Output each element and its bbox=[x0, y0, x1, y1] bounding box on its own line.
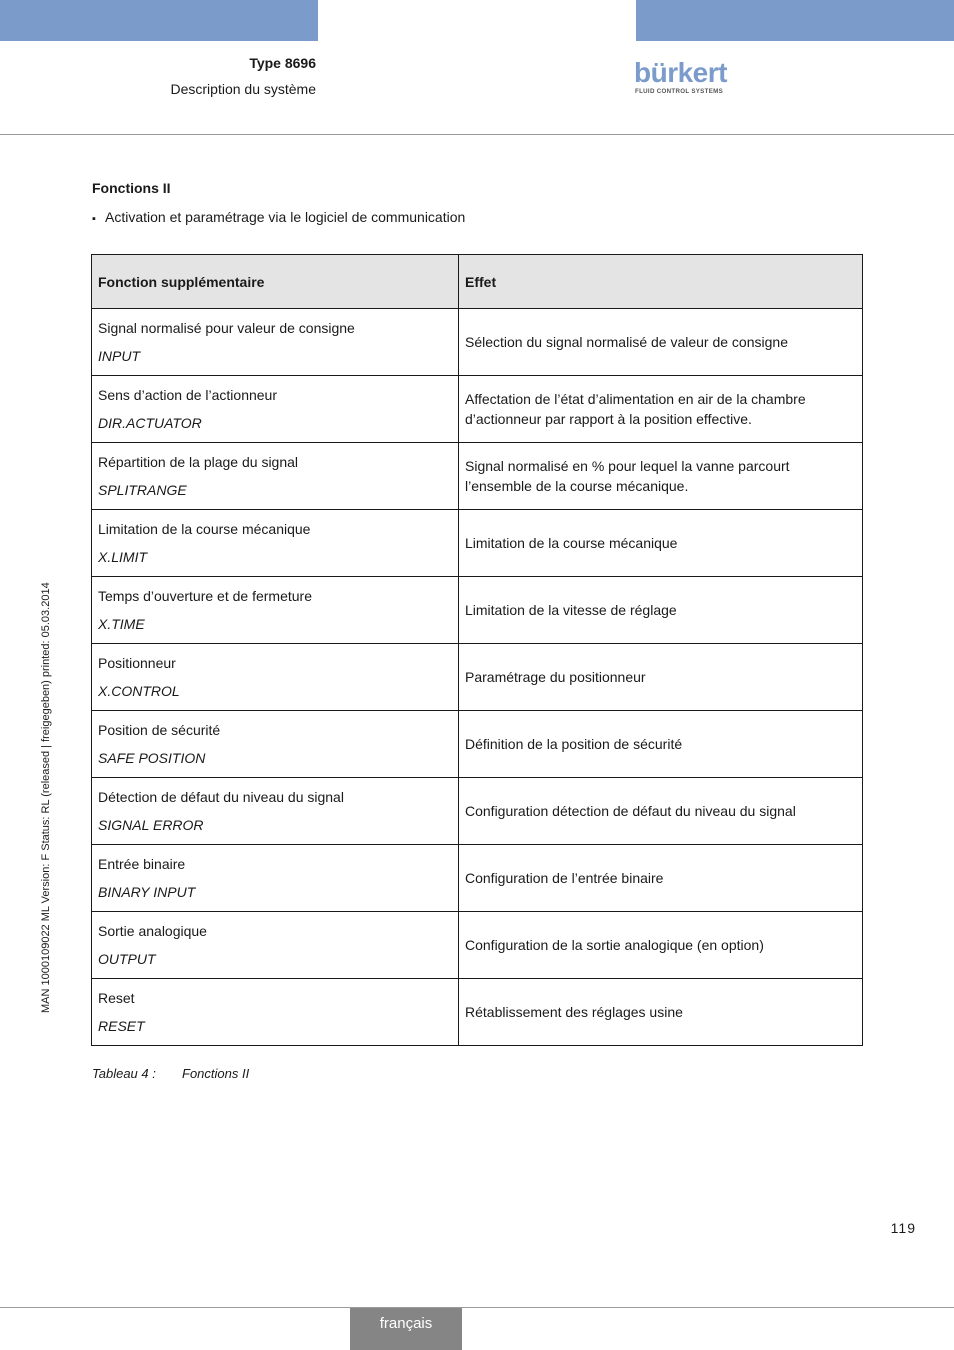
table-row bbox=[92, 979, 863, 1046]
table-row bbox=[92, 309, 863, 376]
function-parameter: X.LIMIT bbox=[98, 549, 148, 565]
function-cell bbox=[92, 778, 459, 845]
table-row bbox=[92, 778, 863, 845]
effect-cell bbox=[459, 577, 863, 644]
table-row bbox=[92, 376, 863, 443]
header-divider bbox=[0, 134, 954, 135]
document-status-note: MAN 1000109022 ML Version: F Status: RL (released | freigegeben) printed: 05.03.2014 bbox=[40, 582, 52, 1013]
header-accent-bar-left bbox=[0, 0, 318, 41]
function-parameter: BINARY INPUT bbox=[98, 884, 196, 900]
effect-cell bbox=[459, 778, 863, 845]
column-header-effect: Effet bbox=[459, 255, 863, 309]
function-parameter: X.CONTROL bbox=[98, 683, 180, 699]
function-name: Sortie analogique bbox=[98, 923, 207, 939]
effect-text: Limitation de la vitesse de réglage bbox=[465, 602, 677, 618]
table-caption bbox=[92, 1066, 249, 1081]
function-cell bbox=[92, 577, 459, 644]
effect-text: Sélection du signal normalisé de valeur de consigne bbox=[465, 334, 788, 350]
function-parameter: SAFE POSITION bbox=[98, 750, 206, 766]
table-header-row bbox=[92, 255, 863, 309]
table-row bbox=[92, 577, 863, 644]
effect-cell bbox=[459, 309, 863, 376]
effect-text: Configuration détection de défaut du niveau du signal bbox=[465, 803, 796, 819]
document-type: Type 8696 bbox=[249, 55, 316, 71]
effect-text: Définition de la position de sécurité bbox=[465, 736, 683, 752]
function-name: Temps d’ouverture et de fermeture bbox=[98, 588, 312, 604]
function-parameter: SIGNAL ERROR bbox=[98, 817, 204, 833]
function-name: Détection de défaut du niveau du signal bbox=[98, 789, 344, 805]
logo-wordmark: bürkert bbox=[634, 57, 727, 88]
function-cell bbox=[92, 443, 459, 510]
table-row bbox=[92, 912, 863, 979]
caption-number: Tableau 4 : bbox=[92, 1066, 156, 1081]
function-parameter: INPUT bbox=[98, 348, 140, 364]
header-accent-bar-right bbox=[636, 0, 954, 41]
footer-divider bbox=[0, 1307, 954, 1308]
effect-cell bbox=[459, 376, 863, 443]
function-cell bbox=[92, 912, 459, 979]
function-cell bbox=[92, 510, 459, 577]
table-row bbox=[92, 845, 863, 912]
effect-text: Signal normalisé en % pour lequel la vanne parcourt l’ensemble de la course mécanique. bbox=[465, 458, 790, 494]
logo-tagline: FLUID CONTROL SYSTEMS bbox=[635, 88, 723, 95]
page-number: 119 bbox=[890, 1220, 916, 1236]
function-cell bbox=[92, 711, 459, 778]
bullet-icon: ▪ bbox=[92, 213, 96, 225]
function-parameter: RESET bbox=[98, 1018, 145, 1034]
function-name: Répartition de la plage du signal bbox=[98, 454, 299, 470]
function-parameter: X.TIME bbox=[98, 616, 145, 632]
effect-text: Rétablissement des réglages usine bbox=[465, 1004, 683, 1020]
effect-text: Affectation de l’état d’alimentation en air de la chambre d’actionneur par rapport à la position effective. bbox=[465, 391, 806, 427]
effect-cell bbox=[459, 912, 863, 979]
effect-text: Paramétrage du positionneur bbox=[465, 669, 646, 685]
function-parameter: SPLITRANGE bbox=[98, 482, 187, 498]
effect-cell bbox=[459, 845, 863, 912]
effect-text: Configuration de l’entrée binaire bbox=[465, 870, 664, 886]
function-name: Sens d’action de l’actionneur bbox=[98, 387, 278, 403]
function-parameter: DIR.ACTUATOR bbox=[98, 415, 202, 431]
document-subtitle: Description du système bbox=[170, 81, 316, 97]
column-header-function: Fonction supplémentaire bbox=[92, 255, 459, 309]
effect-cell bbox=[459, 644, 863, 711]
function-name: Positionneur bbox=[98, 655, 176, 671]
table-row bbox=[92, 644, 863, 711]
table-body bbox=[92, 309, 863, 1046]
section-title: Fonctions II bbox=[92, 180, 171, 196]
effect-cell bbox=[459, 711, 863, 778]
function-name: Limitation de la course mécanique bbox=[98, 521, 311, 537]
effect-cell bbox=[459, 979, 863, 1046]
effect-text: Configuration de la sortie analogique (en option) bbox=[465, 937, 764, 953]
function-name: Signal normalisé pour valeur de consigne bbox=[98, 320, 355, 336]
function-cell bbox=[92, 845, 459, 912]
function-name: Position de sécurité bbox=[98, 722, 221, 738]
burkert-logo bbox=[634, 58, 734, 96]
effect-cell bbox=[459, 510, 863, 577]
function-cell bbox=[92, 644, 459, 711]
table-row bbox=[92, 711, 863, 778]
functions-table bbox=[91, 254, 863, 1046]
table-row bbox=[92, 443, 863, 510]
function-cell bbox=[92, 309, 459, 376]
bullet-text: Activation et paramétrage via le logiciel de communication bbox=[105, 209, 466, 225]
function-cell bbox=[92, 376, 459, 443]
effect-text: Limitation de la course mécanique bbox=[465, 535, 678, 551]
caption-text: Fonctions II bbox=[182, 1066, 250, 1081]
language-tab: français bbox=[350, 1308, 462, 1350]
function-name: Reset bbox=[98, 990, 135, 1006]
effect-cell bbox=[459, 443, 863, 510]
function-name: Entrée binaire bbox=[98, 856, 186, 872]
bullet-item bbox=[92, 209, 465, 225]
table-row bbox=[92, 510, 863, 577]
function-cell bbox=[92, 979, 459, 1046]
function-parameter: OUTPUT bbox=[98, 951, 156, 967]
